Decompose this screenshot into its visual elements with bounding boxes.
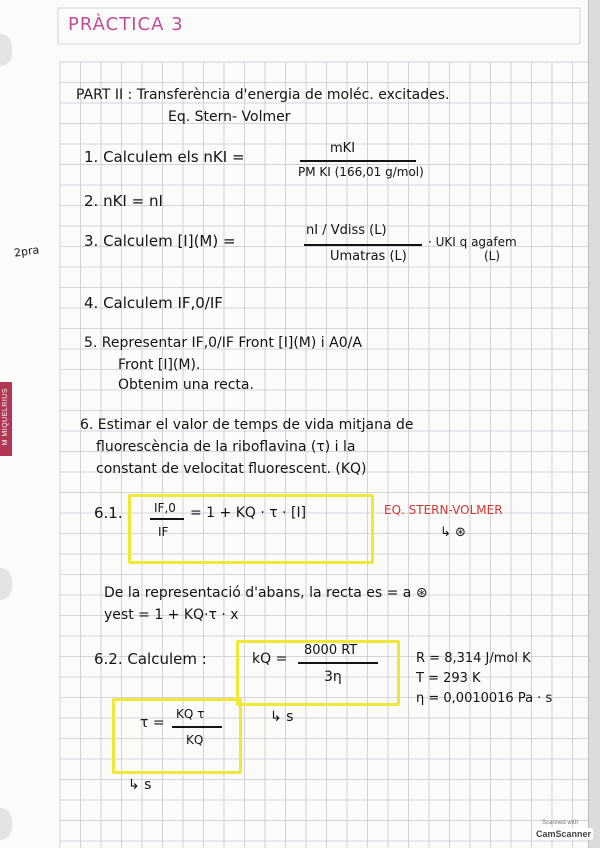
step5-line2: Front [I](M). — [118, 357, 201, 373]
kq-lhs: kQ = — [252, 651, 288, 667]
equation-name: EQ. STERN-VOLMER — [384, 503, 503, 517]
brand-strip — [0, 382, 12, 456]
step5-line3: Obtenim una recta. — [118, 377, 254, 393]
step3-note: · UKI q agafem — [428, 235, 517, 249]
kq-numerator: 8000 RT — [304, 643, 358, 658]
fraction-line — [150, 518, 184, 520]
fraction-line — [304, 244, 422, 246]
kq-denominator: 3η — [324, 669, 342, 685]
fraction-line — [300, 160, 416, 162]
kq-unit: ↳ s — [270, 709, 294, 725]
tau-unit: ↳ s — [128, 777, 152, 793]
fraction-line — [298, 662, 378, 664]
part-heading: PART II : Transferència d'energia de moléc. excitades. — [76, 87, 450, 103]
step3-note-unit: (L) — [484, 249, 501, 263]
fraction-line — [172, 726, 222, 728]
page-title: PRÀCTICA 3 — [68, 14, 184, 35]
step61-label: 6.1. — [94, 504, 123, 522]
step4: 4. Calculem IF,0/IF — [84, 294, 223, 312]
step1-label: 1. Calculem els nKI = — [84, 148, 245, 166]
scanner-watermark — [532, 820, 594, 840]
step6-line2: fluorescència de la riboflavina (τ) i la — [96, 439, 356, 455]
tau-numerator: KQ τ — [176, 707, 205, 721]
representation-line2: yest = 1 + KQ·τ · x — [104, 607, 239, 623]
step2: 2. nKI = nI — [84, 192, 163, 210]
step1-denominator: PM KI (166,01 g/mol) — [298, 165, 424, 179]
scanner-logo: CamScanner — [536, 829, 592, 839]
margin-note: 2pra — [13, 243, 41, 260]
step6-line3: constant de velocitat fluorescent. (KQ) — [96, 461, 367, 477]
step3-numerator: nI / Vdiss (L) — [306, 223, 387, 238]
constant-r: R = 8,314 J/mol K — [416, 651, 531, 666]
marker-note: ↳ ⊛ — [440, 525, 466, 540]
brand-label: M MIQUELRIUS — [2, 388, 9, 446]
subheading: Eq. Stern- Volmer — [168, 109, 291, 125]
step5-line1: 5. Representar IF,0/IF Front [I](M) i A0/A — [84, 335, 362, 351]
scanner-caption: Scanned with — [542, 820, 579, 826]
step61-denominator: IF — [158, 525, 169, 539]
step1-numerator: mKI — [330, 141, 356, 156]
step62-label: 6.2. Calculem : — [94, 650, 207, 668]
stern-volmer-equation: = 1 + KQ · τ · [I] — [190, 505, 307, 521]
step6-line1: 6. Estimar el valor de temps de vida mitjana de — [80, 417, 414, 433]
step3-denominator: Umatras (L) — [330, 249, 407, 264]
constant-eta: η = 0,0010016 Pa · s — [416, 691, 553, 706]
tau-lhs: τ = — [140, 715, 165, 731]
step3-label: 3. Calculem [I](M) = — [84, 232, 236, 250]
step61-numerator: IF,0 — [154, 501, 176, 515]
tau-denominator: KQ — [186, 733, 204, 747]
constant-t: T = 293 K — [416, 671, 481, 686]
representation-line1: De la representació d'abans, la recta es = a ⊛ — [104, 585, 428, 601]
